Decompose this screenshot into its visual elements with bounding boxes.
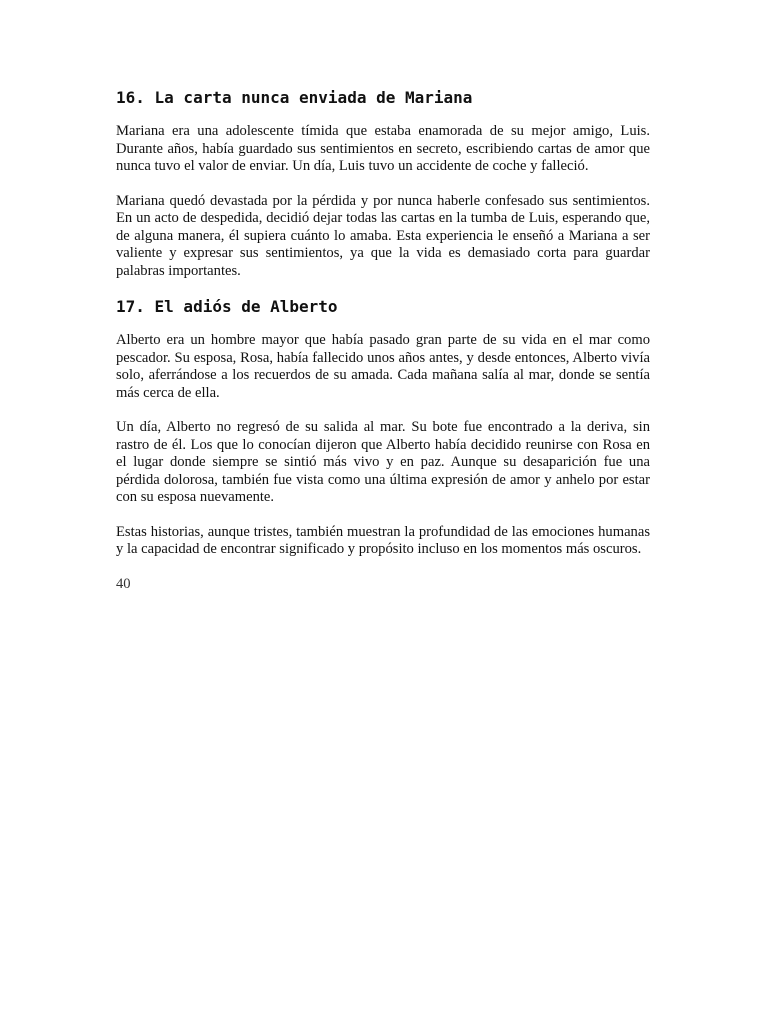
paragraph: Alberto era un hombre mayor que había pasado gran parte de su vida en el mar como pescador. Su esposa, Rosa, había fallecido unos años antes, y desde entonces, Alberto vivía solo, aferrándose a los recuerdos de su amada. Cada mañana salía al mar, donde se sentía más cerca de ella. [116, 332, 650, 401]
paragraph: Estas historias, aunque tristes, también muestran la profundidad de las emociones humanas y la capacidad de encontrar significado y propósito incluso en los momentos más oscuros. [116, 523, 650, 557]
page-number: 40 [116, 575, 131, 592]
paragraph: Mariana era una adolescente tímida que estaba enamorada de su mejor amigo, Luis. Durante años, había guardado sus sentimientos en secreto, escribiendo cartas de amor que nunca tuvo el valor de enviar. Un día, Luis tuvo un accidente de coche y falleció. [116, 123, 650, 174]
paragraph: Un día, Alberto no regresó de su salida al mar. Su bote fue encontrado a la deriva, sin rastro de él. Los que lo conocían dijeron que Alberto había decidido reunirse con Rosa en el lugar donde siempre se sintió más vivo y en paz. Aunque su desaparición fue una pérdida dolorosa, también fue vista como una última expresión de amor y anhelo por estar con su esposa nuevamente. [116, 419, 650, 505]
section-heading-17: 17. El adiós de Alberto [116, 297, 338, 316]
page-content [116, 88, 650, 593]
section-heading-16: 16. La carta nunca enviada de Mariana [116, 88, 473, 107]
paragraph: Mariana quedó devastada por la pérdida y por nunca haberle confesado sus sentimientos. En un acto de despedida, decidió dejar todas las cartas en la tumba de Luis, esperando que, de alguna manera, él supiera cuánto lo amaba. Esta experiencia le enseñó a Mariana a ser valiente y expresar sus sentimientos, ya que la vida es demasiado corta para guardar palabras importantes. [116, 192, 650, 279]
